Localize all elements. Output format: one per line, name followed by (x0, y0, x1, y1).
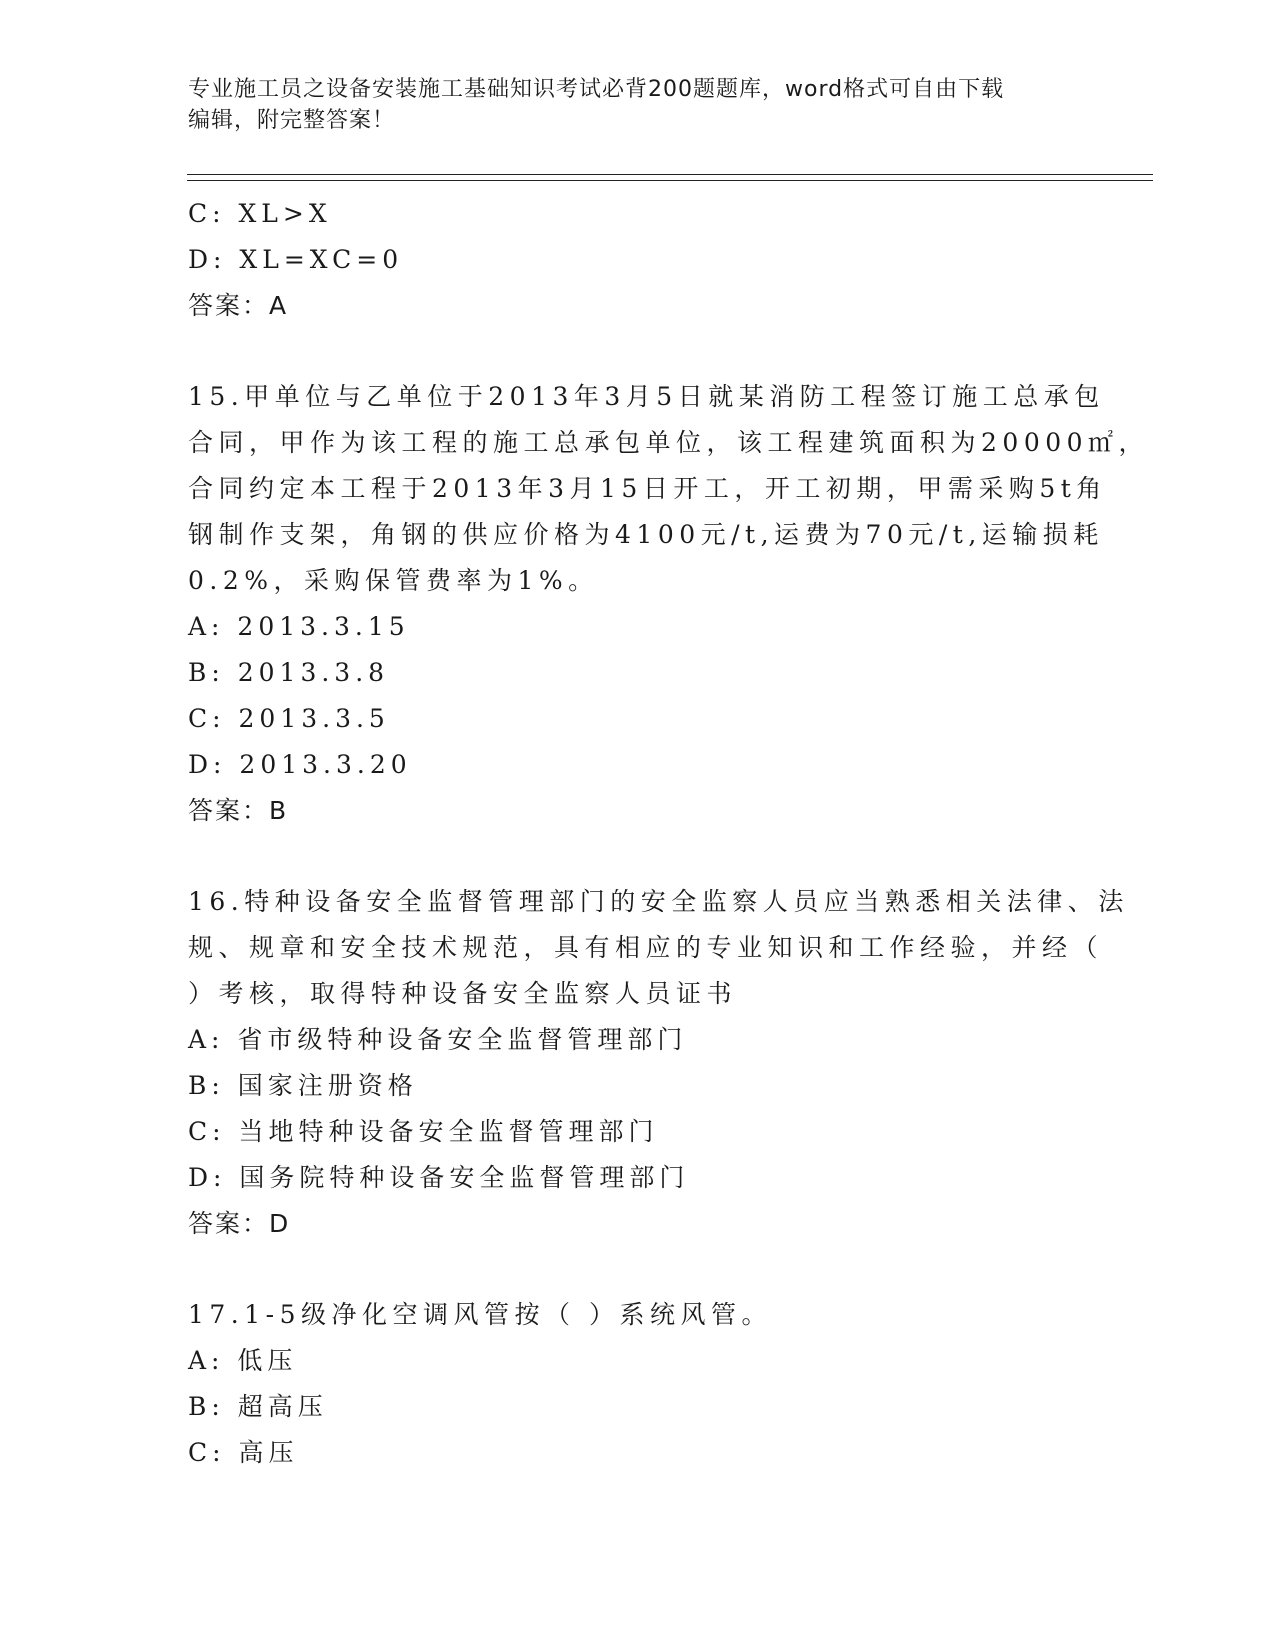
question-line: 钢制作支架，角钢的供应价格为4100元/t,运费为70元/t,运输损耗 (188, 520, 1104, 549)
option-d: D: 2013.3.20 (188, 750, 412, 779)
question-line: ）考核，取得特种设备安全监察人员证书 (188, 979, 738, 1008)
answer: 答案：A (188, 291, 289, 320)
option-b: B: 国家注册资格 (188, 1071, 418, 1100)
question-line: 17.1-5级净化空调风管按（ ）系统风管。 (188, 1300, 772, 1329)
question-line: 合同约定本工程于2013年3月15日开工，开工初期，甲需采购5t角 (188, 474, 1107, 503)
question-text (188, 374, 1150, 604)
spacer (188, 834, 1088, 879)
header-line-2: 编辑，附完整答案！ (188, 108, 396, 133)
document-header (188, 74, 1088, 136)
answer: 答案：D (188, 1209, 291, 1238)
option-a: A: 低压 (188, 1346, 298, 1375)
header-line-1: 专业施工员之设备安装施工基础知识考试必背200题题库，word格式可自由下载 (188, 77, 1005, 102)
question-15 (188, 374, 1150, 834)
question-text (188, 1292, 1088, 1338)
option-c: C: 高压 (188, 1438, 299, 1467)
question-14-tail (188, 191, 1088, 329)
question-17 (188, 1292, 1088, 1476)
header-rule-bottom (187, 180, 1153, 181)
option-b: B: 2013.3.8 (188, 658, 390, 687)
question-line: 0.2%，采购保管费率为1%。 (188, 566, 599, 595)
option-c: C: 2013.3.5 (188, 704, 390, 733)
document-body (188, 191, 1150, 1476)
spacer (188, 1247, 1088, 1292)
header-rule-top (187, 174, 1153, 175)
question-line: 15.甲单位与乙单位于2013年3月5日就某消防工程签订施工总承包 (188, 382, 1105, 411)
option-a: A: 省市级特种设备安全监督管理部门 (188, 1025, 688, 1054)
option-c: C: 当地特种设备安全监督管理部门 (188, 1117, 659, 1146)
option-c: C: XL>X (188, 199, 332, 228)
question-line: 合同，甲作为该工程的施工总承包单位，该工程建筑面积为20000㎡， (188, 428, 1150, 457)
option-d: D: XL=XC=0 (188, 245, 404, 274)
answer: 答案：B (188, 796, 289, 825)
option-b: B: 超高压 (188, 1392, 328, 1421)
spacer (188, 329, 1088, 374)
option-a: A: 2013.3.15 (188, 612, 410, 641)
question-line: 16.特种设备安全监督管理部门的安全监察人员应当熟悉相关法律、法 (188, 887, 1129, 916)
question-16 (188, 879, 1129, 1247)
question-line: 规、规章和安全技术规范，具有相应的专业知识和工作经验，并经（ (188, 933, 1104, 962)
option-d: D: 国务院特种设备安全监督管理部门 (188, 1163, 690, 1192)
question-text (188, 879, 1129, 1017)
